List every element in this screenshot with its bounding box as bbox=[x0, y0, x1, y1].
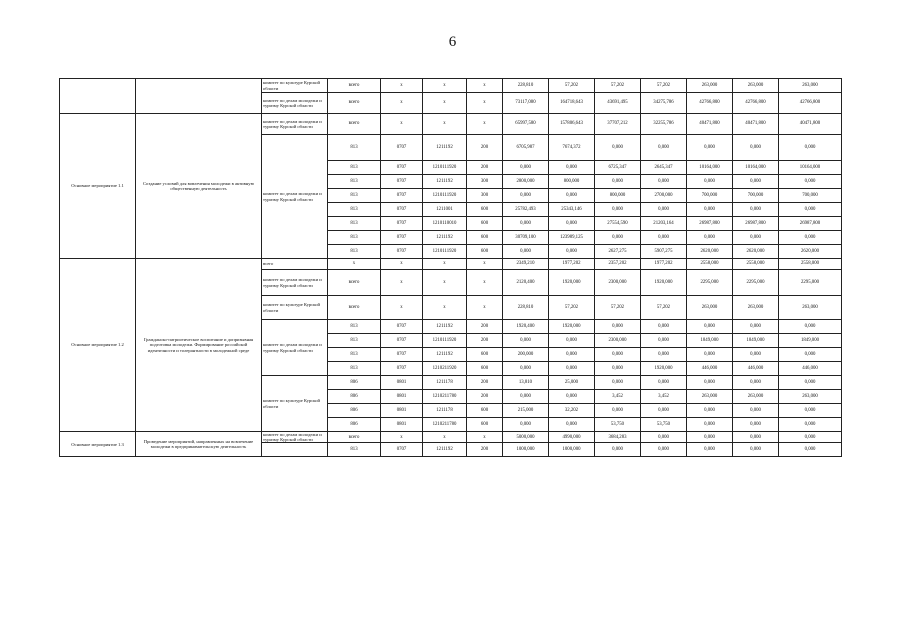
amount-cell: 2558,000 bbox=[687, 259, 733, 270]
amount-cell: 0,000 bbox=[595, 135, 641, 161]
amount-cell: 0,000 bbox=[595, 348, 641, 362]
amount-cell: 446,000 bbox=[687, 362, 733, 376]
amount-cell: 123989,125 bbox=[549, 231, 595, 245]
code-cell: 0707 bbox=[381, 334, 423, 348]
amount-cell: 0,000 bbox=[687, 404, 733, 418]
amount-cell: 0,000 bbox=[595, 376, 641, 390]
amount-cell: 0,000 bbox=[687, 348, 733, 362]
amount-cell: 0,000 bbox=[779, 418, 842, 432]
measure-cell: Основное мероприятие 1.1 bbox=[60, 114, 136, 259]
amount-cell: 0,000 bbox=[641, 432, 687, 443]
amount-cell: 0,000 bbox=[595, 203, 641, 217]
amount-cell: 0,000 bbox=[733, 231, 779, 245]
code-cell: 200 bbox=[467, 135, 503, 161]
code-cell: 200 bbox=[467, 334, 503, 348]
amount-cell: 0,000 bbox=[779, 404, 842, 418]
amount-cell: 32,202 bbox=[549, 404, 595, 418]
amount-cell: 25782,493 bbox=[503, 203, 549, 217]
amount-cell: 10164,000 bbox=[733, 161, 779, 175]
code-cell: x bbox=[467, 93, 503, 114]
amount-cell: 37707,212 bbox=[595, 114, 641, 135]
table-row bbox=[60, 79, 842, 93]
amount-cell: 42766,800 bbox=[779, 93, 842, 114]
amount-cell: 157806,643 bbox=[549, 114, 595, 135]
amount-cell: 0,000 bbox=[733, 348, 779, 362]
code-cell: x bbox=[423, 432, 467, 443]
amount-cell: 21203,164 bbox=[641, 217, 687, 231]
amount-cell: 0,000 bbox=[687, 432, 733, 443]
amount-cell: 10164,000 bbox=[779, 161, 842, 175]
amount-cell: 200,000 bbox=[503, 348, 549, 362]
amount-cell: 0,000 bbox=[733, 404, 779, 418]
code-cell: 600 bbox=[467, 404, 503, 418]
amount-cell: 6725,347 bbox=[595, 161, 641, 175]
amount-cell: 800,000 bbox=[595, 189, 641, 203]
description-cell: Гражданско-патриотическое воспитание и допризывная подготовка молодежи. Формирование российской идентичности и толерантности в молодежной среде bbox=[136, 259, 262, 432]
code-cell: 813 bbox=[328, 203, 381, 217]
amount-cell: 2558,000 bbox=[779, 259, 842, 270]
amount-cell: 27554,590 bbox=[595, 217, 641, 231]
amount-cell: 1000,000 bbox=[549, 443, 595, 457]
amount-cell: 0,000 bbox=[503, 189, 549, 203]
code-cell: x bbox=[423, 93, 467, 114]
amount-cell: 700,000 bbox=[687, 189, 733, 203]
amount-cell: 2357,202 bbox=[595, 259, 641, 270]
amount-cell: 0,000 bbox=[641, 404, 687, 418]
code-cell: 806 bbox=[328, 390, 381, 404]
code-cell: всего bbox=[328, 270, 381, 296]
amount-cell: 0,000 bbox=[779, 443, 842, 457]
code-cell: x bbox=[467, 296, 503, 320]
amount-cell: 0,000 bbox=[641, 203, 687, 217]
amount-cell: 215,000 bbox=[503, 404, 549, 418]
code-cell: 200 bbox=[467, 390, 503, 404]
amount-cell: 3,452 bbox=[595, 390, 641, 404]
amount-cell: 2800,000 bbox=[503, 175, 549, 189]
amount-cell: 0,000 bbox=[733, 432, 779, 443]
amount-cell: 0,000 bbox=[641, 348, 687, 362]
amount-cell: 0,000 bbox=[687, 320, 733, 334]
amount-cell: 57,202 bbox=[595, 79, 641, 93]
amount-cell: 53,750 bbox=[641, 418, 687, 432]
amount-cell: 25343,146 bbox=[549, 203, 595, 217]
amount-cell: 6705,987 bbox=[503, 135, 549, 161]
amount-cell: 0,000 bbox=[733, 320, 779, 334]
amount-cell: 2700,000 bbox=[641, 189, 687, 203]
code-cell: 0707 bbox=[381, 203, 423, 217]
code-cell: 0707 bbox=[381, 135, 423, 161]
code-cell: 1210211780 bbox=[423, 390, 467, 404]
code-cell: 0707 bbox=[381, 245, 423, 259]
code-cell: 1211178 bbox=[423, 404, 467, 418]
code-cell: 1211192 bbox=[423, 348, 467, 362]
code-cell: всего bbox=[328, 114, 381, 135]
code-cell: 600 bbox=[467, 231, 503, 245]
amount-cell: 0,000 bbox=[503, 390, 549, 404]
amount-cell: 263,000 bbox=[687, 296, 733, 320]
amount-cell: 2295,000 bbox=[779, 270, 842, 296]
amount-cell: 2295,000 bbox=[733, 270, 779, 296]
code-cell: 200 bbox=[467, 320, 503, 334]
amount-cell: 40471,800 bbox=[733, 114, 779, 135]
amount-cell: 263,000 bbox=[779, 296, 842, 320]
amount-cell: 73117,080 bbox=[503, 93, 549, 114]
amount-cell: 42766,800 bbox=[733, 93, 779, 114]
table-row bbox=[60, 259, 842, 270]
code-cell: 1210111920 bbox=[423, 161, 467, 175]
code-cell: 600 bbox=[467, 348, 503, 362]
amount-cell: 7674,372 bbox=[549, 135, 595, 161]
amount-cell: 0,000 bbox=[779, 348, 842, 362]
code-cell: 813 bbox=[328, 231, 381, 245]
code-cell: 813 bbox=[328, 175, 381, 189]
code-cell: 1210211920 bbox=[423, 362, 467, 376]
amount-cell: 3,452 bbox=[641, 390, 687, 404]
amount-cell: 2295,000 bbox=[687, 270, 733, 296]
amount-cell: 0,000 bbox=[687, 175, 733, 189]
code-cell: 1211178 bbox=[423, 376, 467, 390]
amount-cell: 25,000 bbox=[549, 376, 595, 390]
org-cell: комитет по делам молодежи и туризму Курской области bbox=[262, 135, 328, 259]
amount-cell: 2620,000 bbox=[733, 245, 779, 259]
amount-cell: 2558,000 bbox=[733, 259, 779, 270]
amount-cell: 0,000 bbox=[549, 189, 595, 203]
amount-cell: 40471,800 bbox=[779, 114, 842, 135]
amount-cell: 53,750 bbox=[595, 418, 641, 432]
amount-cell: 0,000 bbox=[549, 390, 595, 404]
code-cell: 813 bbox=[328, 320, 381, 334]
code-cell: x bbox=[381, 79, 423, 93]
code-cell: 0707 bbox=[381, 161, 423, 175]
amount-cell: 0,000 bbox=[733, 443, 779, 457]
amount-cell: 2620,000 bbox=[687, 245, 733, 259]
code-cell: x bbox=[381, 270, 423, 296]
amount-cell: 700,000 bbox=[733, 189, 779, 203]
amount-cell: 57,202 bbox=[549, 79, 595, 93]
code-cell: x bbox=[328, 259, 381, 270]
code-cell: 0707 bbox=[381, 231, 423, 245]
amount-cell: 0,000 bbox=[733, 203, 779, 217]
amount-cell: 1000,000 bbox=[503, 443, 549, 457]
amount-cell: 42766,800 bbox=[687, 93, 733, 114]
amount-cell: 0,000 bbox=[779, 175, 842, 189]
code-cell: 1210111920 bbox=[423, 189, 467, 203]
code-cell: всего bbox=[328, 432, 381, 443]
code-cell: x bbox=[381, 259, 423, 270]
amount-cell: 0,000 bbox=[549, 334, 595, 348]
code-cell: 806 bbox=[328, 418, 381, 432]
code-cell: x bbox=[423, 296, 467, 320]
amount-cell: 700,000 bbox=[779, 189, 842, 203]
amount-cell: 0,000 bbox=[779, 376, 842, 390]
amount-cell: 0,000 bbox=[641, 135, 687, 161]
description-cell: Создание условий для вовлечения молодежи в активную общественную деятельность bbox=[136, 114, 262, 259]
amount-cell: 0,000 bbox=[503, 418, 549, 432]
amount-cell: 34275,786 bbox=[641, 93, 687, 114]
code-cell: 600 bbox=[467, 362, 503, 376]
code-cell: всего bbox=[328, 79, 381, 93]
amount-cell: 0,000 bbox=[595, 443, 641, 457]
amount-cell: 0,000 bbox=[733, 418, 779, 432]
org-cell: комитет по культуре Курской области bbox=[262, 79, 328, 93]
amount-cell: 263,000 bbox=[733, 296, 779, 320]
code-cell: 1210111920 bbox=[423, 245, 467, 259]
code-cell: 813 bbox=[328, 217, 381, 231]
amount-cell: 0,000 bbox=[779, 432, 842, 443]
amount-cell: 0,000 bbox=[595, 175, 641, 189]
amount-cell: 40471,800 bbox=[687, 114, 733, 135]
amount-cell: 0,000 bbox=[641, 334, 687, 348]
code-cell: 1211192 bbox=[423, 443, 467, 457]
code-cell: 813 bbox=[328, 348, 381, 362]
code-cell: x bbox=[423, 270, 467, 296]
code-cell: x bbox=[423, 114, 467, 135]
code-cell: 806 bbox=[328, 404, 381, 418]
amount-cell: 13,810 bbox=[503, 376, 549, 390]
amount-cell: 2645,347 bbox=[641, 161, 687, 175]
amount-cell: 0,000 bbox=[687, 418, 733, 432]
amount-cell: 228,810 bbox=[503, 296, 549, 320]
code-cell: x bbox=[467, 114, 503, 135]
amount-cell: 1849,000 bbox=[779, 334, 842, 348]
amount-cell: 446,000 bbox=[779, 362, 842, 376]
code-cell: x bbox=[423, 79, 467, 93]
amount-cell: 0,000 bbox=[641, 175, 687, 189]
org-cell: комитет по культуре Курской области bbox=[262, 296, 328, 320]
code-cell: 600 bbox=[467, 217, 503, 231]
org-cell: комитет по делам молодежи и туризму Курской области bbox=[262, 93, 328, 114]
code-cell: 0801 bbox=[381, 376, 423, 390]
code-cell: x bbox=[423, 259, 467, 270]
code-cell: 813 bbox=[328, 135, 381, 161]
amount-cell: 5907,275 bbox=[641, 245, 687, 259]
amount-cell: 0,000 bbox=[595, 362, 641, 376]
amount-cell: 4990,000 bbox=[549, 432, 595, 443]
amount-cell: 26987,800 bbox=[733, 217, 779, 231]
code-cell: x bbox=[381, 296, 423, 320]
code-cell: x bbox=[381, 114, 423, 135]
code-cell: 813 bbox=[328, 161, 381, 175]
amount-cell: 0,000 bbox=[503, 334, 549, 348]
code-cell: 813 bbox=[328, 362, 381, 376]
amount-cell: 446,000 bbox=[733, 362, 779, 376]
amount-cell: 5000,000 bbox=[503, 432, 549, 443]
budget-table bbox=[59, 78, 842, 457]
org-cell: комитет по делам молодежи и туризму Курской области bbox=[262, 114, 328, 135]
amount-cell: 26987,800 bbox=[687, 217, 733, 231]
amount-cell: 1849,000 bbox=[687, 334, 733, 348]
code-cell: 813 bbox=[328, 245, 381, 259]
org-cell: комитет по делам молодежи и туризму Курской области bbox=[262, 270, 328, 296]
amount-cell: 164718,643 bbox=[549, 93, 595, 114]
amount-cell: 2349,210 bbox=[503, 259, 549, 270]
amount-cell: 0,000 bbox=[733, 376, 779, 390]
amount-cell: 2300,000 bbox=[595, 334, 641, 348]
amount-cell: 32255,786 bbox=[641, 114, 687, 135]
amount-cell: 0,000 bbox=[549, 418, 595, 432]
amount-cell: 263,000 bbox=[779, 390, 842, 404]
code-cell: 1211001 bbox=[423, 203, 467, 217]
amount-cell: 0,000 bbox=[595, 320, 641, 334]
amount-cell: 0,000 bbox=[687, 231, 733, 245]
amount-cell: 0,000 bbox=[733, 135, 779, 161]
amount-cell: 26987,800 bbox=[779, 217, 842, 231]
amount-cell: 228,810 bbox=[503, 79, 549, 93]
amount-cell: 0,000 bbox=[779, 320, 842, 334]
amount-cell: 263,000 bbox=[687, 390, 733, 404]
code-cell: 1211192 bbox=[423, 175, 467, 189]
amount-cell: 1977,202 bbox=[549, 259, 595, 270]
code-cell: 0707 bbox=[381, 189, 423, 203]
amount-cell: 0,000 bbox=[687, 135, 733, 161]
code-cell: x bbox=[467, 432, 503, 443]
org-cell: комитет по делам молодежи и туризму Курской области bbox=[262, 320, 328, 376]
amount-cell: 1920,000 bbox=[549, 270, 595, 296]
code-cell: 0707 bbox=[381, 217, 423, 231]
org-cell: комитет по культуре Курской области bbox=[262, 376, 328, 432]
amount-cell: 57,202 bbox=[595, 296, 641, 320]
amount-cell: 3684,283 bbox=[595, 432, 641, 443]
code-cell: 1211192 bbox=[423, 231, 467, 245]
code-cell: 1211192 bbox=[423, 135, 467, 161]
code-cell: 813 bbox=[328, 443, 381, 457]
amount-cell: 30709,100 bbox=[503, 231, 549, 245]
code-cell: 0707 bbox=[381, 362, 423, 376]
amount-cell: 0,000 bbox=[595, 404, 641, 418]
amount-cell: 0,000 bbox=[549, 245, 595, 259]
amount-cell: 0,000 bbox=[549, 217, 595, 231]
org-cell: комитет по делам молодежи и туризму Курской области bbox=[262, 432, 328, 443]
amount-cell: 263,000 bbox=[733, 79, 779, 93]
amount-cell: 0,000 bbox=[733, 175, 779, 189]
code-cell: x bbox=[381, 432, 423, 443]
amount-cell: 2620,000 bbox=[779, 245, 842, 259]
code-cell: 300 bbox=[467, 175, 503, 189]
amount-cell: 1920,000 bbox=[549, 320, 595, 334]
code-cell: 600 bbox=[467, 418, 503, 432]
org-cell: всего bbox=[262, 259, 328, 270]
code-cell: 1211192 bbox=[423, 320, 467, 334]
code-cell: 0707 bbox=[381, 320, 423, 334]
amount-cell: 0,000 bbox=[687, 443, 733, 457]
measure-cell bbox=[60, 79, 136, 114]
amount-cell: 0,000 bbox=[641, 376, 687, 390]
amount-cell: 0,000 bbox=[779, 135, 842, 161]
amount-cell: 10164,000 bbox=[687, 161, 733, 175]
amount-cell: 57,202 bbox=[641, 296, 687, 320]
amount-cell: 0,000 bbox=[503, 217, 549, 231]
amount-cell: 43691,495 bbox=[595, 93, 641, 114]
code-cell: x bbox=[381, 93, 423, 114]
code-cell: 0707 bbox=[381, 175, 423, 189]
org-cell bbox=[262, 443, 328, 457]
code-cell: 1210110010 bbox=[423, 217, 467, 231]
code-cell: x bbox=[467, 259, 503, 270]
amount-cell: 57,202 bbox=[641, 79, 687, 93]
amount-cell: 1920,400 bbox=[503, 320, 549, 334]
code-cell: x bbox=[467, 79, 503, 93]
amount-cell: 0,000 bbox=[549, 362, 595, 376]
amount-cell: 0,000 bbox=[549, 348, 595, 362]
code-cell: 0707 bbox=[381, 443, 423, 457]
amount-cell: 0,000 bbox=[687, 203, 733, 217]
code-cell: всего bbox=[328, 93, 381, 114]
amount-cell: 263,000 bbox=[687, 79, 733, 93]
code-cell: всего bbox=[328, 296, 381, 320]
code-cell: 200 bbox=[467, 443, 503, 457]
description-cell bbox=[136, 79, 262, 114]
code-cell: 813 bbox=[328, 189, 381, 203]
table-row bbox=[60, 432, 842, 443]
amount-cell: 263,000 bbox=[779, 79, 842, 93]
amount-cell: 2300,000 bbox=[595, 270, 641, 296]
code-cell: 1210111920 bbox=[423, 334, 467, 348]
page-number: 6 bbox=[448, 34, 457, 50]
amount-cell: 0,000 bbox=[779, 203, 842, 217]
amount-cell: 800,000 bbox=[549, 175, 595, 189]
amount-cell: 0,000 bbox=[641, 320, 687, 334]
amount-cell: 0,000 bbox=[687, 376, 733, 390]
code-cell: 0801 bbox=[381, 390, 423, 404]
description-cell: Проведение мероприятий, направленных на вовлечение молодежи в предпринимательскую деятельность bbox=[136, 432, 262, 457]
amount-cell: 263,000 bbox=[733, 390, 779, 404]
code-cell: 0801 bbox=[381, 404, 423, 418]
code-cell: 1210211780 bbox=[423, 418, 467, 432]
amount-cell: 2120,400 bbox=[503, 270, 549, 296]
amount-cell: 0,000 bbox=[779, 231, 842, 245]
amount-cell: 1920,000 bbox=[641, 270, 687, 296]
code-cell: 813 bbox=[328, 334, 381, 348]
amount-cell: 0,000 bbox=[549, 161, 595, 175]
amount-cell: 0,000 bbox=[641, 231, 687, 245]
amount-cell: 1920,000 bbox=[641, 362, 687, 376]
amount-cell: 57,202 bbox=[549, 296, 595, 320]
code-cell: 600 bbox=[467, 203, 503, 217]
code-cell: x bbox=[467, 270, 503, 296]
code-cell: 600 bbox=[467, 245, 503, 259]
code-cell: 200 bbox=[467, 161, 503, 175]
code-cell: 200 bbox=[467, 376, 503, 390]
code-cell: 806 bbox=[328, 376, 381, 390]
code-cell: 0707 bbox=[381, 348, 423, 362]
amount-cell: 2627,275 bbox=[595, 245, 641, 259]
amount-cell: 0,000 bbox=[503, 161, 549, 175]
amount-cell: 0,000 bbox=[503, 362, 549, 376]
code-cell: 0801 bbox=[381, 418, 423, 432]
amount-cell: 0,000 bbox=[595, 231, 641, 245]
amount-cell: 1849,000 bbox=[733, 334, 779, 348]
table-row bbox=[60, 114, 842, 135]
measure-cell: Основное мероприятие 1.3 bbox=[60, 432, 136, 457]
measure-cell: Основное мероприятие 1.2 bbox=[60, 259, 136, 432]
code-cell: 300 bbox=[467, 189, 503, 203]
amount-cell: 65997,580 bbox=[503, 114, 549, 135]
amount-cell: 0,000 bbox=[503, 245, 549, 259]
amount-cell: 0,000 bbox=[641, 443, 687, 457]
amount-cell: 1977,202 bbox=[641, 259, 687, 270]
